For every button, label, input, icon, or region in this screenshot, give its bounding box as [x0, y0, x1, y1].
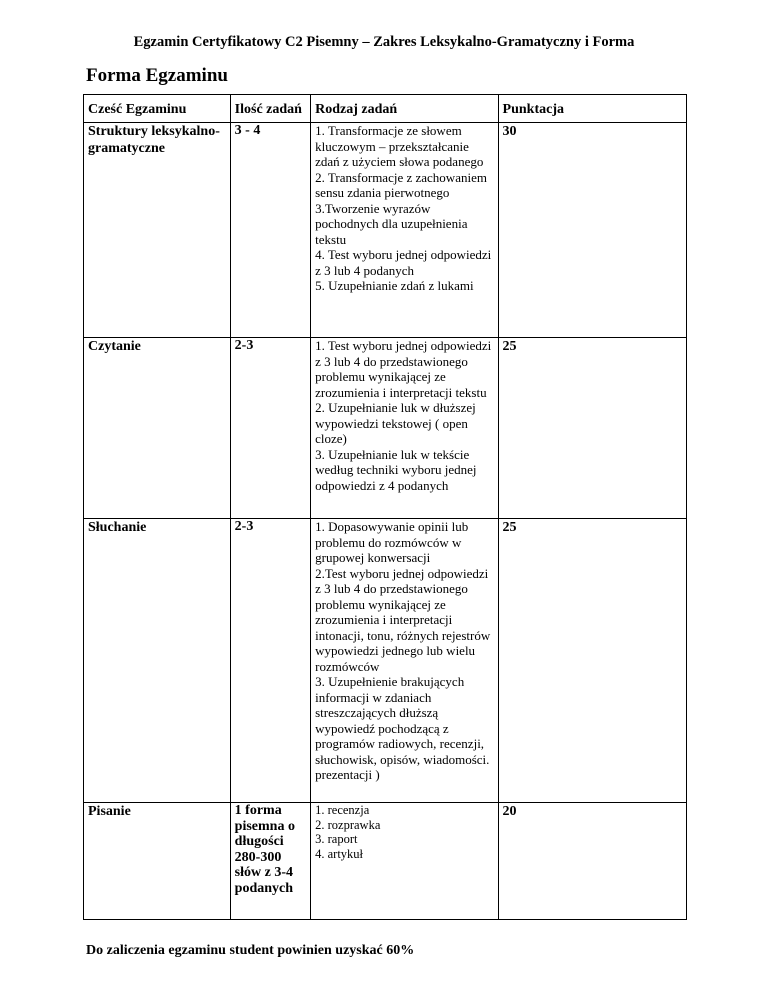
- section-title: Forma Egzaminu: [86, 65, 228, 86]
- task-item: 3. Uzupełnienie brakujących informacji w zdaniach streszczających dłuższą wypowiedź pochodzącą z programów radiowych, recenzji, słuchowisk, opisów, wiadomości. prezentacji ): [315, 674, 490, 782]
- footer-note: Do zaliczenia egzaminu student powinien uzyskać 60%: [86, 943, 415, 958]
- part-name: Pisanie: [84, 803, 231, 920]
- task-types: [311, 519, 498, 803]
- task-item: 4. artykuł: [315, 846, 364, 861]
- points: 25: [498, 338, 686, 519]
- table-row: [84, 123, 687, 338]
- task-count: 2-3: [230, 338, 310, 519]
- table-row: [84, 338, 687, 519]
- task-item: 2. rozprawka: [315, 817, 381, 832]
- task-item: 1. Test wyboru jednej odpowiedzi z 3 lub 4 do przedstawionego problemu wynikającej ze zrozumienia i interpretacji tekstu: [315, 338, 492, 400]
- part-name: Słuchanie: [84, 519, 231, 803]
- table-header-row: [84, 95, 687, 123]
- task-item: 1. Dopasowywanie opinii lub problemu do rozmówców w grupowej konwersacji: [315, 519, 469, 565]
- header-count: Ilość zadań: [230, 95, 310, 123]
- task-item: 2.Test wyboru jednej odpowiedzi z 3 lub 4 do przedstawionego problemu wynikającej ze zrozumienia i interpretacji intonacji, tonu, różnych rejestrów wypowiedzi jednego lub wielu rozmówców: [315, 565, 491, 674]
- task-item: 3. Uzupełnianie luk w tekście według techniki wyboru jednej odpowiedzi z 4 podanych: [315, 446, 477, 493]
- task-count: 2-3: [230, 519, 310, 803]
- table-row: [84, 519, 687, 803]
- task-item: 1. Transformacje ze słowem kluczowym – przekształcanie zdań z użyciem słowa podanego: [315, 123, 484, 169]
- task-item: 1. recenzja: [315, 803, 370, 817]
- header-points: Punktacja: [498, 95, 686, 123]
- points: 20: [498, 803, 686, 920]
- task-item: 4. Test wyboru jednej odpowiedzi z 3 lub 4 podanych: [315, 247, 492, 278]
- task-item: 5. Uzupełnianie zdań z lukami: [315, 278, 474, 293]
- task-item: 2. Uzupełnianie luk w dłuższej wypowiedzi tekstowej ( open cloze): [315, 400, 476, 446]
- document-header: Egzamin Certyfikatowy C2 Pisemny – Zakres Leksykalno-Gramatyczny i Forma: [133, 34, 635, 50]
- part-name: Czytanie: [84, 338, 231, 519]
- task-types: [311, 123, 498, 338]
- task-count: 3 - 4: [230, 123, 310, 338]
- exam-form-table: [83, 94, 687, 920]
- header-task-type: Rodzaj zadań: [311, 95, 498, 123]
- table-row: [84, 803, 687, 920]
- header-part: Cześć Egzaminu: [84, 95, 231, 123]
- part-name: Struktury leksykalno-gramatyczne: [84, 123, 231, 338]
- task-count: 1 forma pisemna o długości 280-300 słów z 3-4 podanych: [230, 803, 310, 920]
- points: 25: [498, 519, 686, 803]
- task-item: 2. Transformacje z zachowaniem sensu zdania pierwotnego: [315, 169, 487, 200]
- task-item: 3.Tworzenie wyrazów pochodnych dla uzupełnienia tekstu: [315, 200, 468, 247]
- points: 30: [498, 123, 686, 338]
- task-types: [311, 338, 498, 519]
- task-item: 3. raport: [315, 832, 358, 846]
- task-types: [311, 803, 498, 920]
